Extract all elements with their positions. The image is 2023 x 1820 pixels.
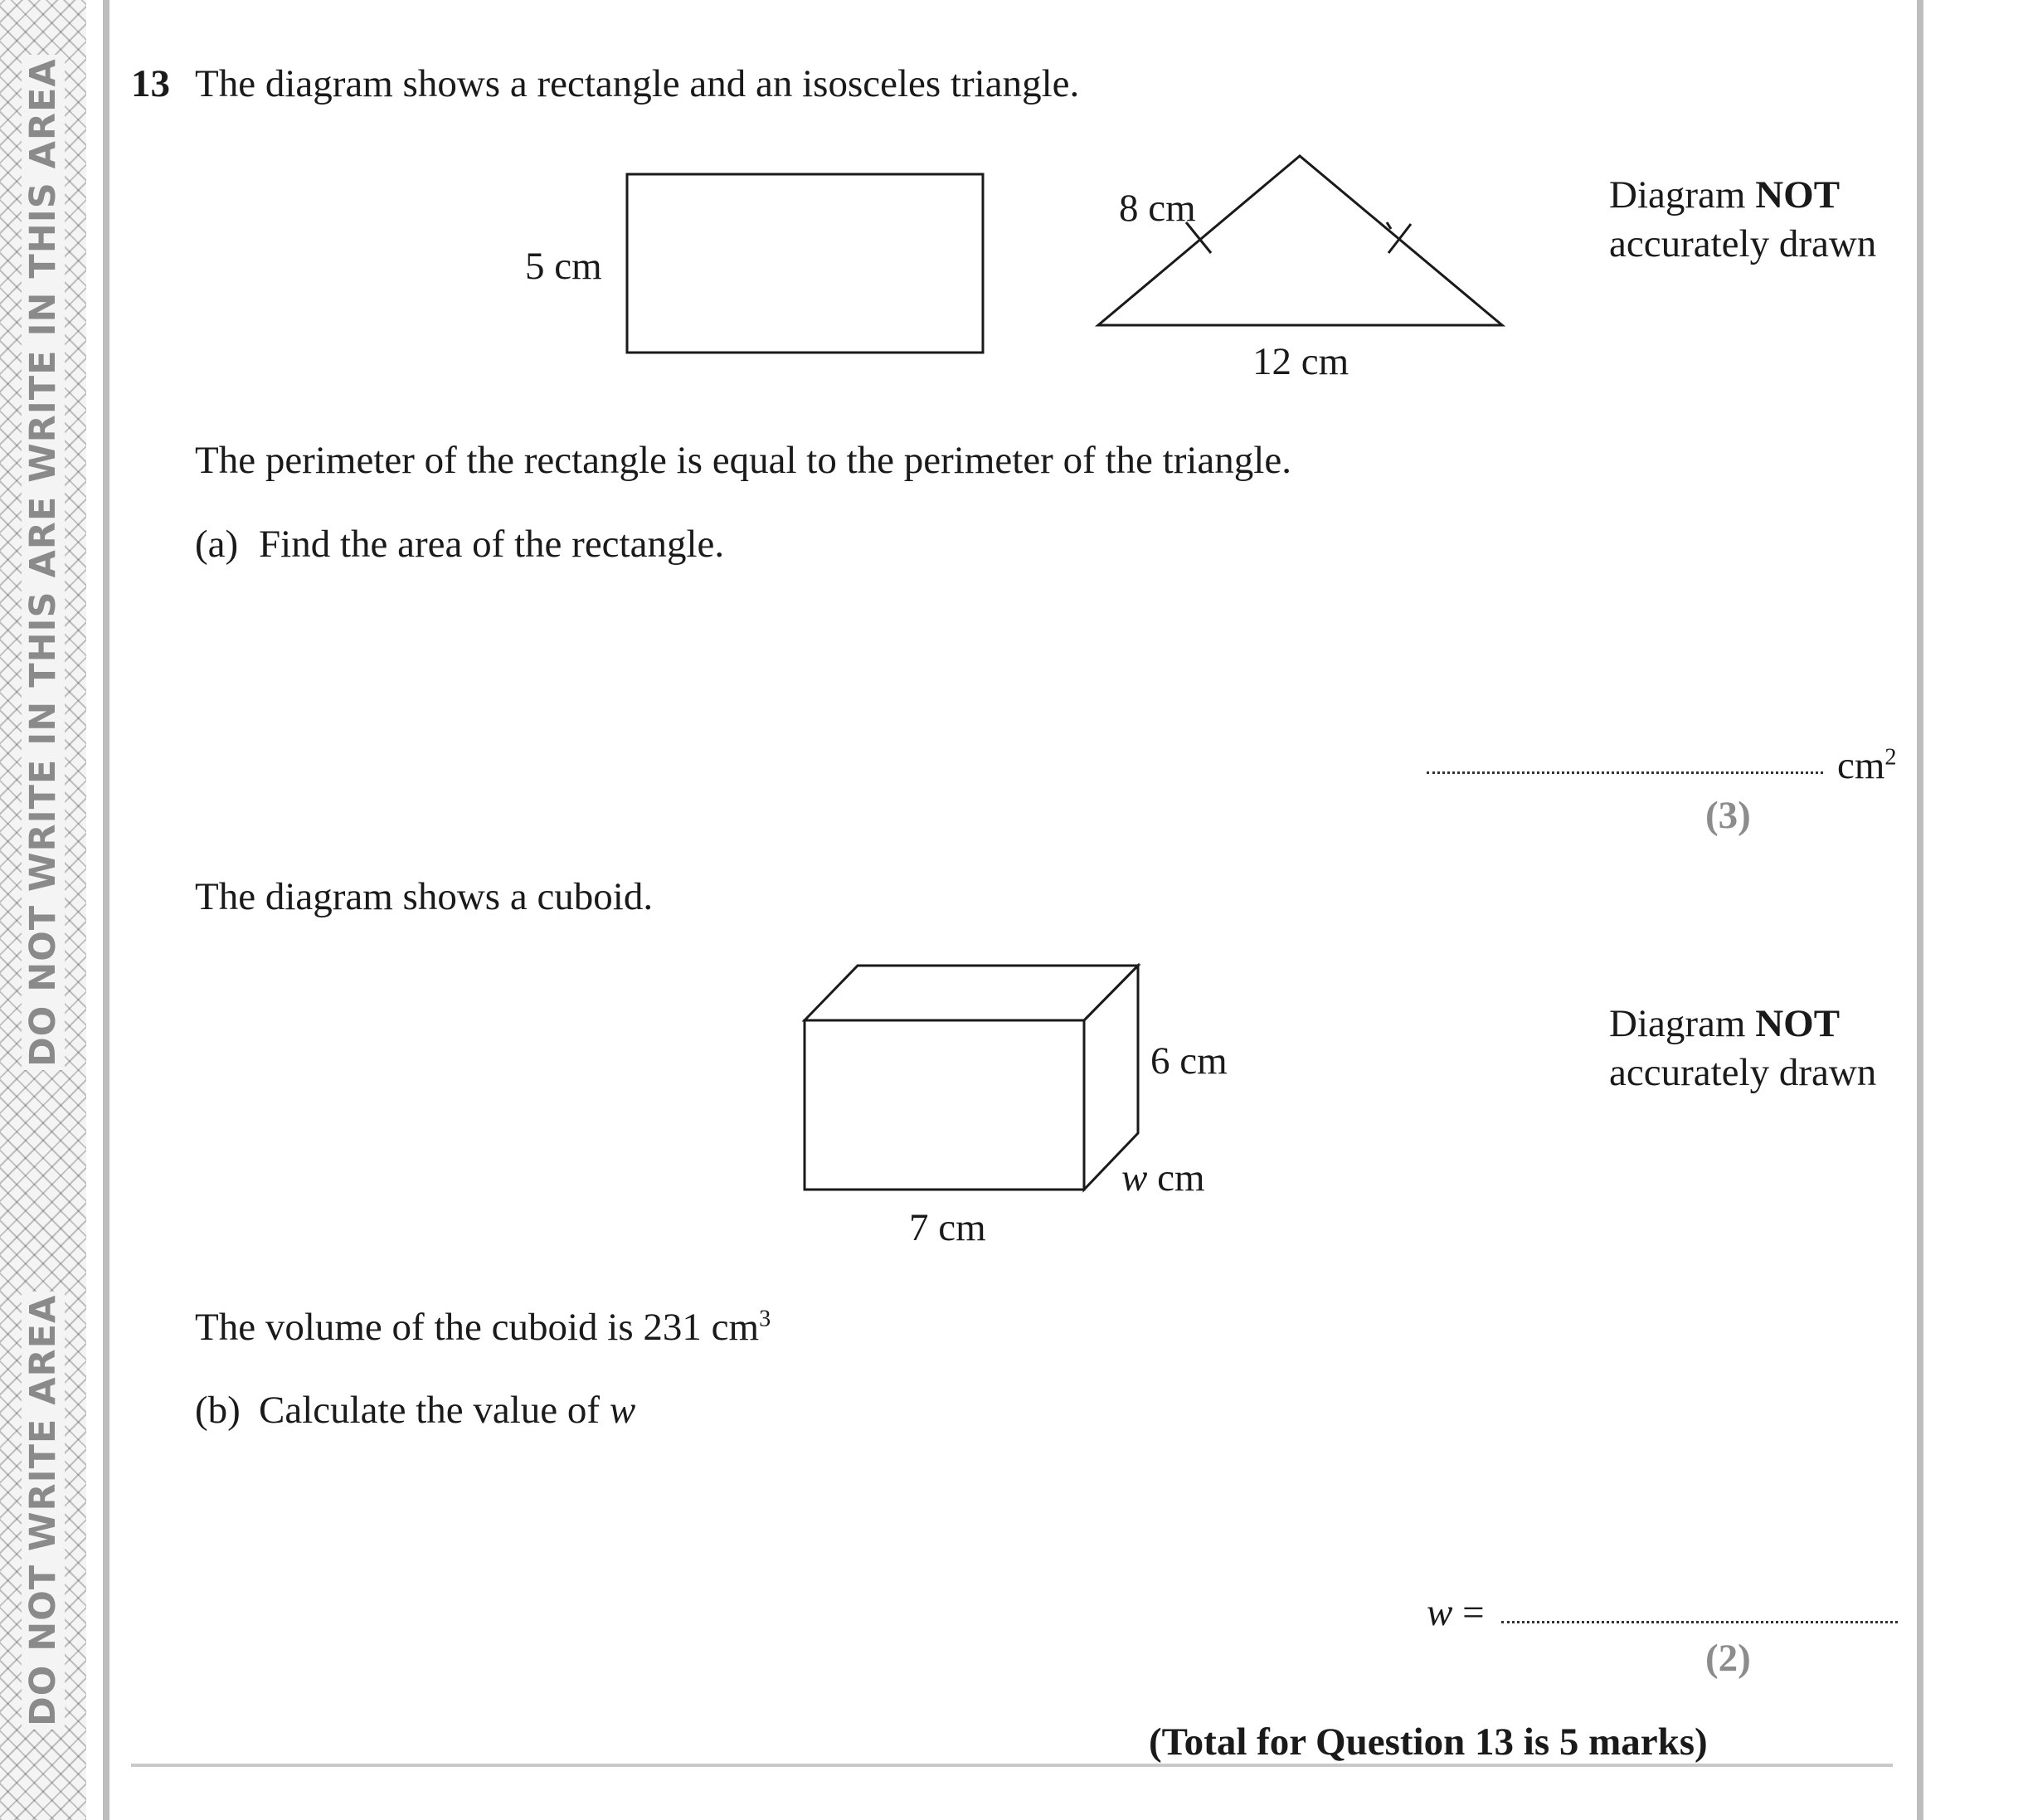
volume-power: 3 <box>759 1306 771 1332</box>
diagram-note-1-line2: accurately drawn <box>1609 222 1877 265</box>
cuboid-height-label: 6 cm <box>1150 1039 1228 1083</box>
diagram-note-bold: NOT <box>1755 173 1841 217</box>
part-b-var: w <box>609 1389 636 1432</box>
cuboid-length-label: 7 cm <box>909 1206 986 1249</box>
cuboid-top-face <box>805 966 1138 1020</box>
margin-warning-bottom: DO NOT WRITE AREA <box>22 1292 65 1730</box>
part-b-text-main: Calculate the value of <box>259 1389 601 1432</box>
part-a-answer-field[interactable] <box>1427 771 1823 774</box>
part-b-answer-field[interactable] <box>1501 1621 1898 1623</box>
rectangle-height-label: 5 cm <box>525 245 602 288</box>
volume-statement-text: The volume of the cuboid is 231 cm <box>195 1306 760 1349</box>
cuboid-width-var: w <box>1121 1156 1148 1200</box>
triangle-side-label: 8 cm <box>1119 187 1196 230</box>
part-a-marks: (3) <box>1705 794 1751 837</box>
diagram-note-prefix: Diagram <box>1609 173 1746 217</box>
perimeter-statement: The perimeter of the rectangle is equal to the perimeter of the triangle. <box>195 439 1291 482</box>
part-a-text: Find the area of the rectangle. <box>259 523 725 566</box>
part-b-marks: (2) <box>1705 1637 1751 1680</box>
bottom-rule <box>131 1764 1893 1767</box>
question-total: (Total for Question 13 is 5 marks) <box>1149 1720 1708 1764</box>
part-a-unit-power: 2 <box>1884 744 1897 771</box>
rectangle-shape <box>627 174 983 353</box>
volume-statement <box>195 1308 771 1347</box>
part-a-unit <box>1837 744 1897 787</box>
cuboid-width-unit: cm <box>1157 1156 1205 1200</box>
diagram-note-2-line2: accurately drawn <box>1609 1051 1877 1094</box>
part-a-label: (a) <box>195 523 239 566</box>
margin-warning-top: DO NOT WRITE IN THIS ARE WRITE IN THIS AREA <box>22 55 65 1070</box>
diagram-note-2-prefix: Diagram <box>1609 1002 1746 1045</box>
diagram-note-2-bold: NOT <box>1755 1002 1841 1045</box>
question-number: 13 <box>131 62 170 105</box>
part-b-answer-eq: = <box>1462 1591 1485 1634</box>
part-b-text <box>259 1391 635 1430</box>
part-a-unit-text: cm <box>1837 744 1885 787</box>
diagram-note-2 <box>1609 1002 1841 1045</box>
part-b-answer-var: w <box>1427 1591 1453 1634</box>
part-b-answer-prefix <box>1427 1591 1485 1634</box>
cuboid-intro: The diagram shows a cuboid. <box>195 875 654 918</box>
cuboid-front-face <box>805 1020 1084 1190</box>
part-b-label: (b) <box>195 1389 241 1432</box>
cuboid-width-label <box>1121 1156 1205 1200</box>
triangle-base-label: 12 cm <box>1252 340 1349 383</box>
triangle-shape <box>1098 156 1502 325</box>
question-intro: The diagram shows a rectangle and an isosceles triangle. <box>195 62 1080 105</box>
